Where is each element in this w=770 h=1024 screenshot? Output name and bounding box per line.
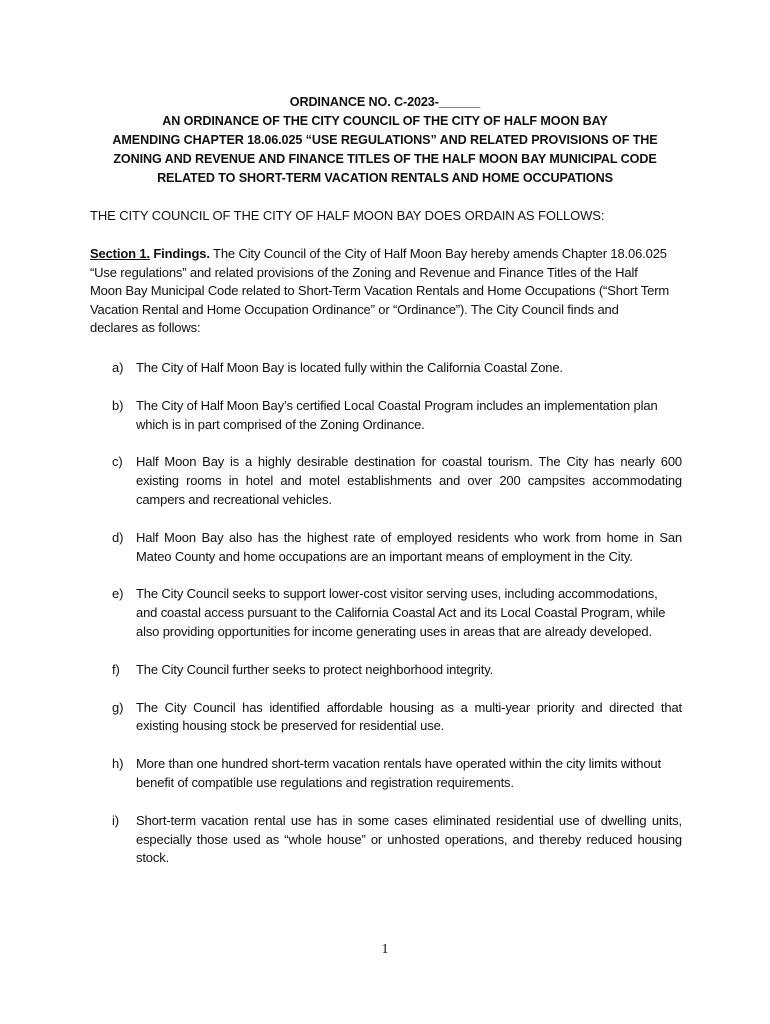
finding-text: The City Council seeks to support lower-cost visitor serving uses, including accommodations, and coastal access pursuant to the California Coastal Act and its Local Coastal Program, while also providing opportunities for income generating uses in areas that are already developed.	[136, 586, 666, 639]
title-line: AN ORDINANCE OF THE CITY COUNCIL OF THE CITY OF HALF MOON BAY	[162, 114, 608, 128]
ordinance-number: ORDINANCE NO. C-2023-______	[289, 95, 481, 109]
finding-marker: i)	[112, 812, 119, 828]
title-line: AMENDING CHAPTER 18.06.025 “USE REGULATIONS” AND RELATED PROVISIONS OF THE	[112, 133, 658, 147]
finding-text: The City Council further seeks to protect neighborhood integrity.	[136, 661, 494, 677]
finding-marker: f)	[112, 661, 120, 677]
finding-marker: c)	[112, 454, 123, 470]
finding-text: The City of Half Moon Bay is located fully within the California Coastal Zone.	[136, 360, 563, 375]
finding-i	[90, 812, 682, 868]
findings-list	[90, 359, 682, 887]
finding-f	[90, 661, 682, 680]
finding-marker: g)	[112, 699, 124, 715]
finding-a	[90, 359, 682, 378]
finding-h	[90, 755, 682, 793]
finding-c	[90, 453, 682, 509]
page-number: 1	[381, 942, 389, 957]
ordain-statement: THE CITY COUNCIL OF THE CITY OF HALF MOON BAY DOES ORDAIN AS FOLLOWS:	[90, 208, 605, 223]
finding-marker: d)	[112, 529, 124, 545]
ordinance-title-block	[60, 93, 710, 188]
finding-text: Half Moon Bay also has the highest rate of employed residents who work from home in San Mateo County and home occupations are an important means of employment in the City.	[136, 529, 682, 564]
title-line: RELATED TO SHORT-TERM VACATION RENTALS AND HOME OCCUPATIONS	[157, 171, 613, 185]
finding-text: Half Moon Bay is a highly desirable destination for coastal tourism. The City has nearly 600 existing rooms in hotel and motel establishments and over 200 campsites accommodating campers and recreational vehicles.	[136, 454, 682, 507]
finding-marker: h)	[112, 756, 124, 772]
finding-text: More than one hundred short-term vacation rentals have operated within the city limits without benefit of compatible use regulations and registration requirements.	[136, 756, 661, 790]
finding-marker: e)	[112, 586, 124, 602]
finding-b	[90, 397, 682, 435]
finding-e	[90, 585, 682, 641]
section-1-paragraph	[90, 245, 670, 338]
title-line: ZONING AND REVENUE AND FINANCE TITLES OF THE HALF MOON BAY MUNICIPAL CODE	[113, 152, 657, 166]
finding-marker: b)	[112, 397, 124, 413]
finding-text: The City of Half Moon Bay’s certified Local Coastal Program includes an implementation plan which is in part comprised of the Zoning Ordinance.	[136, 397, 658, 432]
section-body: The City Council of the City of Half Moon Bay hereby amends Chapter 18.06.025 “Use regulations” and related provisions of the Zoning and Revenue and Finance Titles of the Half Moon Bay Municipal Code related to Short-Term Vacation Rentals and Home Occupations (“Short Term Vacation Rental and Home Occupation Ordinance” or “Ordinance”). The City Council finds and declares as follows:	[90, 246, 670, 336]
section-heading: Findings.	[153, 246, 210, 261]
finding-d	[90, 529, 682, 567]
section-number: Section 1.	[90, 246, 150, 261]
finding-text: Short-term vacation rental use has in some cases eliminated residential use of dwelling units, especially those used as “whole house” or unhosted operations, and thereby reduced housing stock.	[136, 812, 682, 866]
finding-text: The City Council has identified affordable housing as a multi-year priority and directed that existing housing stock be preserved for residential use.	[136, 699, 682, 734]
finding-marker: a)	[112, 360, 124, 375]
finding-g	[90, 699, 682, 737]
